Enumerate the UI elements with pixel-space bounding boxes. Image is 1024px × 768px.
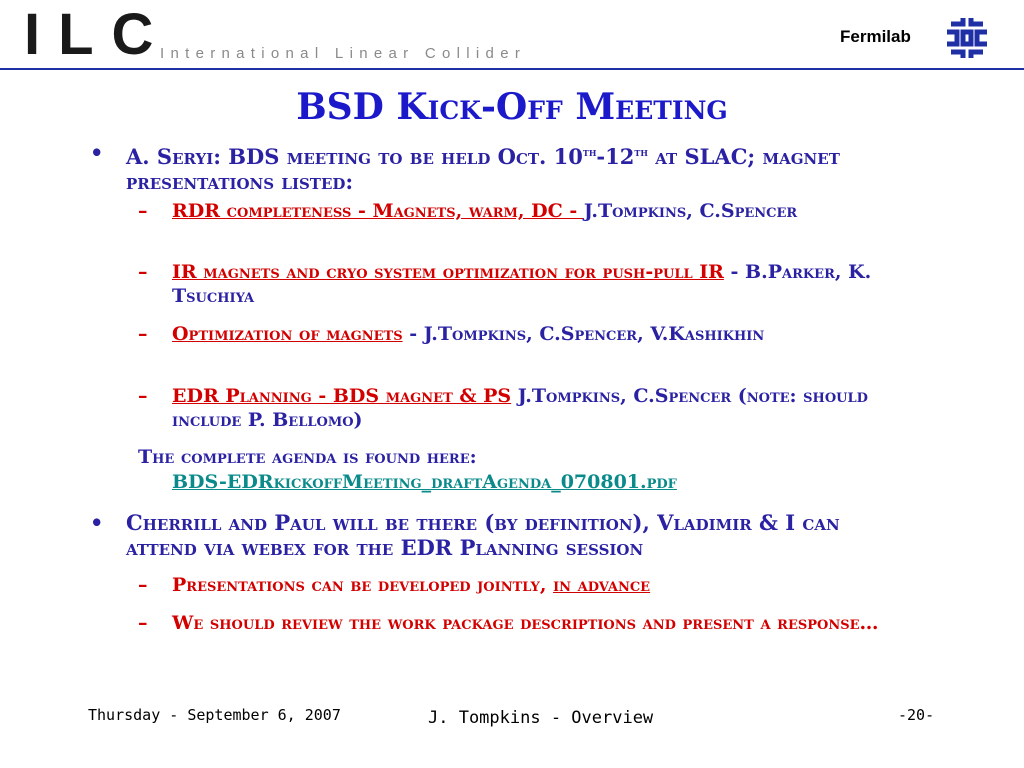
agenda-text: The complete agenda is found here: [138, 446, 477, 468]
sub-item-edr-planning [138, 384, 892, 432]
bullet-dot: • [90, 510, 104, 535]
slide-title: BSD Kick-Off Meeting [296, 86, 728, 128]
ilc-logo-subtitle: International Linear Collider [160, 45, 527, 62]
rdr-presenters: J.Tompkins, C.Spencer [583, 200, 798, 222]
footer-author: J. Tompkins - Overview [428, 708, 654, 728]
dash-marker: – [138, 574, 148, 596]
edr-planning-link[interactable]: EDR Planning - BDS magnet & PS [172, 385, 512, 407]
bullet-attendance [90, 510, 906, 560]
presentations-text: Presentations can be developed jointly, [172, 574, 554, 596]
ordinal-suffix-2: th [634, 145, 648, 159]
rdr-link[interactable]: RDR completeness - Magnets, warm, DC - [172, 200, 584, 222]
review-text: We should review the work package descriptions and present a response… [172, 612, 879, 634]
dash-marker: – [138, 323, 148, 345]
sub-item-rdr [138, 199, 892, 223]
fermilab-brand: Fermilab [840, 27, 911, 46]
ir-magnets-link[interactable]: IR magnets and cryo system optimization for push-pull IR [172, 261, 724, 283]
sub-item-review [138, 611, 892, 635]
edr-planning-presenters: J.Tompkins, C.Spencer (note: should include P. Bellomo) [172, 385, 868, 431]
sub-item-optimization [138, 322, 892, 346]
bullet-seryi-text: A. Seryi: BDS meeting to be held Oct. 10 [126, 144, 583, 169]
bullet-dot: • [90, 140, 104, 165]
ilc-logo: ILC [24, 2, 172, 67]
header-divider [0, 68, 1024, 70]
bullet-seryi-text-2: -12 [596, 144, 635, 169]
bullet-attendance-text: Cherrill and Paul will be there (by definition), Vladimir & I can attend via webex for the EDR Planning session [126, 510, 840, 560]
optimization-link[interactable]: Optimization of magnets [172, 323, 403, 345]
in-advance-text: in advance [553, 574, 651, 596]
optimization-presenters: - J.Tompkins, C.Spencer, V.Kashikhin [402, 323, 765, 345]
dash-marker: – [138, 385, 148, 407]
ir-magnets-presenters: - B.Parker, K. Tsuchiya [172, 261, 872, 307]
footer-date: Thursday - September 6, 2007 [88, 706, 341, 724]
bullet-seryi [90, 140, 906, 194]
dash-marker: – [138, 612, 148, 634]
bullet-seryi-text-3: at SLAC; magnet presentations listed: [126, 144, 840, 194]
sub-item-ir-magnets [138, 260, 892, 308]
dash-marker: – [138, 200, 148, 222]
agenda-paragraph [138, 445, 898, 495]
sub-item-presentations [138, 573, 892, 597]
dash-marker: – [138, 261, 148, 283]
ordinal-suffix: th [582, 145, 597, 159]
agenda-link[interactable]: BDS-EDRkickoffMeeting_draftAgenda_070801.pdf [172, 471, 677, 493]
fermilab-logo-icon [943, 14, 991, 62]
page-number: -20- [898, 706, 935, 724]
